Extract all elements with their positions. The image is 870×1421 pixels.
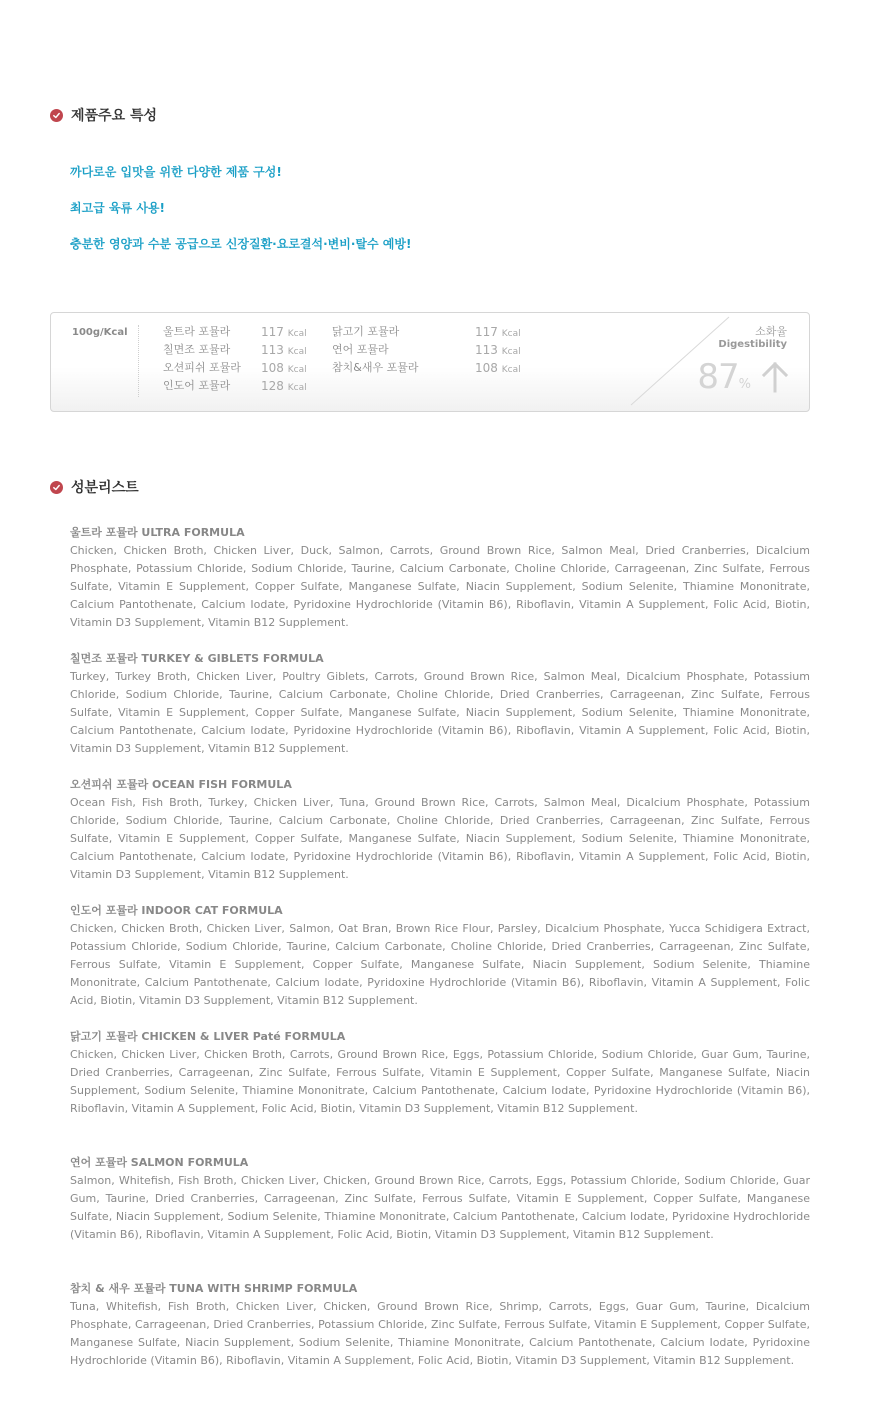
kcal-product-name: 참치&새우 포뮬라	[332, 361, 419, 374]
features-title-text: 제품주요 특성	[71, 108, 158, 124]
ingredient-block	[70, 902, 810, 1010]
features-section-title	[50, 105, 157, 125]
ingredient-block	[70, 1028, 810, 1118]
kcal-value: 128 Kcal	[261, 379, 307, 393]
digestibility-label-en: Digestibility	[718, 339, 787, 350]
ingredient-text: Chicken, Chicken Broth, Chicken Liver, Duck, Salmon, Carrots, Ground Brown Rice, Salmon Meal, Dried Cranberries, Dicalcium Phosphate, Potassium Chloride, Sodium Chloride, Taurine, Calcium Carbonate, Choline Chloride, Carrageenan, Zinc Sulfate, Ferrous Sulfate, Vitamin E Supplement, Copper Sulfate, Manganese Sulfate, Niacin Supplement, Sodium Selenite, Thiamine Mononitrate, Calcium Pantothenate, Calcium Iodate, Pyridoxine Hydrochloride (Vitamin B6), Riboflavin, Vitamin A Supplement, Folic Acid, Biotin, Vitamin D3 Supplement, Vitamin B12 Supplement.	[70, 544, 810, 629]
ingredients-title-text: 성분리스트	[71, 480, 139, 496]
kcal-product-name: 연어 포뮬라	[332, 343, 389, 356]
ingredient-text: Salmon, Whitefish, Fish Broth, Chicken Liver, Chicken, Ground Brown Rice, Carrots, Eggs, Potassium Chloride, Sodium Chloride, Guar Gum, Taurine, Dried Cranberries, Carrageenan, Zinc Sulfate, Ferrous Sulfate, Vitamin E Supplement, Copper Sulfate, Manganese Sulfate, Niacin Supplement, Sodium Selenite, Thiamine Mononitrate, Calcium Pantothenate, Calcium Iodate, Pyridoxine Hydrochloride (Vitamin B6), Riboflavin, Vitamin A Supplement, Folic Acid, Biotin, Vitamin D3 Supplement, Vitamin B12 Supplement.	[70, 1174, 810, 1241]
kcal-value: 108 Kcal	[261, 361, 307, 375]
kcal-value: 108 Kcal	[475, 361, 521, 375]
feature-item: 까다로운 입맛을 위한 다양한 제품 구성!	[70, 165, 282, 179]
kcal-info-box	[50, 312, 810, 412]
ingredient-text: Chicken, Chicken Liver, Chicken Broth, Carrots, Ground Brown Rice, Eggs, Potassium Chloride, Sodium Chloride, Guar Gum, Taurine, Dried Cranberries, Carrageenan, Zinc Sulfate, Ferrous Sulfate, Vitamin E Supplement, Copper Sulfate, Manganese Sulfate, Niacin Supplement, Sodium Selenite, Thiamine Mononitrate, Calcium Pantothenate, Calcium Iodate, Pyridoxine Hydrochloride (Vitamin B6), Riboflavin, Vitamin A Supplement, Folic Acid, Biotin, Vitamin D3 Supplement, Vitamin B12 Supplement.	[70, 1048, 810, 1115]
digestibility-label-ko: 소화율	[755, 325, 787, 338]
kcal-unit-label: 100g/Kcal	[72, 327, 128, 338]
ingredient-text: Tuna, Whitefish, Fish Broth, Chicken Liver, Chicken, Ground Brown Rice, Shrimp, Carrots, Eggs, Guar Gum, Taurine, Dicalcium Phosphate, Carrageenan, Dried Cranberries, Potassium Chloride, Zinc Sulfate, Ferrous Sulfate, Vitamin E Supplement, Copper Sulfate, Manganese Sulfate, Niacin Supplement, Sodium Selenite, Thiamine Mononitrate, Calcium Pantothenate, Calcium Iodate, Pyridoxine Hydrochloride (Vitamin B6), Riboflavin, Vitamin A Supplement, Folic Acid, Biotin, Vitamin D3 Supplement, Vitamin B12 Supplement.	[70, 1300, 810, 1367]
ingredient-text: Ocean Fish, Fish Broth, Turkey, Chicken Liver, Tuna, Ground Brown Rice, Carrots, Salmon Meal, Dicalcium Phosphate, Potassium Chloride, Sodium Chloride, Taurine, Calcium Carbonate, Choline Chloride, Dried Cranberries, Carrageenan, Zinc Sulfate, Ferrous Sulfate, Vitamin E Supplement, Copper Sulfate, Manganese Sulfate, Niacin Supplement, Sodium Selenite, Thiamine Mononitrate, Calcium Pantothenate, Calcium Iodate, Pyridoxine Hydrochloride (Vitamin B6), Riboflavin, Vitamin A Supplement, Folic Acid, Biotin, Vitamin D3 Supplement, Vitamin B12 Supplement.	[70, 796, 810, 881]
ingredient-block	[70, 1280, 810, 1370]
check-circle-icon	[50, 481, 63, 494]
feature-list	[70, 163, 411, 271]
ingredient-title: 참치 & 새우 포뮬라 TUNA WITH SHRIMP FORMULA	[70, 1282, 358, 1295]
ingredient-text: Chicken, Chicken Broth, Chicken Liver, Salmon, Oat Bran, Brown Rice Flour, Parsley, Dicalcium Phosphate, Yucca Schidigera Extract, Potassium Chloride, Sodium Chloride, Taurine, Calcium Carbonate, Choline Chloride, Dried Cranberries, Carrageenan, Zinc Sulfate, Ferrous Sulfate, Vitamin E Supplement, Copper Sulfate, Manganese Sulfate, Niacin Supplement, Sodium Selenite, Thiamine Mononitrate, Calcium Pantothenate, Calcium Iodate, Pyridoxine Hydrochloride (Vitamin B6), Riboflavin, Vitamin A Supplement, Folic Acid, Biotin, Vitamin D3 Supplement, Vitamin B12 Supplement.	[70, 922, 810, 1007]
ingredient-title: 닭고기 포뮬라 CHICKEN & LIVER Paté FORMULA	[70, 1030, 346, 1043]
ingredient-block	[70, 776, 810, 884]
ingredient-text: Turkey, Turkey Broth, Chicken Liver, Poultry Giblets, Carrots, Ground Brown Rice, Salmon Meal, Dicalcium Phosphate, Potassium Chloride, Sodium Chloride, Taurine, Calcium Carbonate, Choline Chloride, Dried Cranberries, Carrageenan, Zinc Sulfate, Ferrous Sulfate, Vitamin E Supplement, Copper Sulfate, Manganese Sulfate, Niacin Supplement, Sodium Selenite, Thiamine Mononitrate, Calcium Pantothenate, Calcium Iodate, Pyridoxine Hydrochloride (Vitamin B6), Riboflavin, Vitamin A Supplement, Folic Acid, Biotin, Vitamin D3 Supplement, Vitamin B12 Supplement.	[70, 670, 810, 755]
check-circle-icon	[50, 109, 63, 122]
digestibility-value: 87%	[697, 357, 751, 397]
kcal-value: 113 Kcal	[261, 343, 307, 357]
ingredients-section-title	[50, 477, 139, 497]
kcal-value: 117 Kcal	[475, 325, 521, 339]
feature-item: 충분한 영양과 수분 공급으로 신장질환·요로결석·변비·탈수 예방!	[70, 237, 412, 251]
ingredient-block	[70, 650, 810, 758]
kcal-product-name: 닭고기 포뮬라	[332, 325, 400, 338]
ingredient-block	[70, 1154, 810, 1244]
ingredient-title: 칠면조 포뮬라 TURKEY & GIBLETS FORMULA	[70, 652, 324, 665]
ingredient-title: 인도어 포뮬라 INDOOR CAT FORMULA	[70, 904, 283, 917]
ingredient-title: 연어 포뮬라 SALMON FORMULA	[70, 1156, 249, 1169]
ingredient-title: 오션피쉬 포뮬라 OCEAN FISH FORMULA	[70, 778, 292, 791]
kcal-value: 113 Kcal	[475, 343, 521, 357]
ingredient-block	[70, 524, 810, 632]
divider	[138, 325, 139, 397]
kcal-product-name: 인도어 포뮬라	[163, 379, 231, 392]
arrow-up-icon	[761, 361, 789, 393]
kcal-product-name: 칠면조 포뮬라	[163, 343, 231, 356]
feature-item: 최고급 육류 사용!	[70, 201, 165, 215]
kcal-product-name: 울트라 포뮬라	[163, 325, 231, 338]
kcal-product-name: 오션피쉬 포뮬라	[163, 361, 241, 374]
ingredient-title: 울트라 포뮬라 ULTRA FORMULA	[70, 526, 245, 539]
kcal-value: 117 Kcal	[261, 325, 307, 339]
